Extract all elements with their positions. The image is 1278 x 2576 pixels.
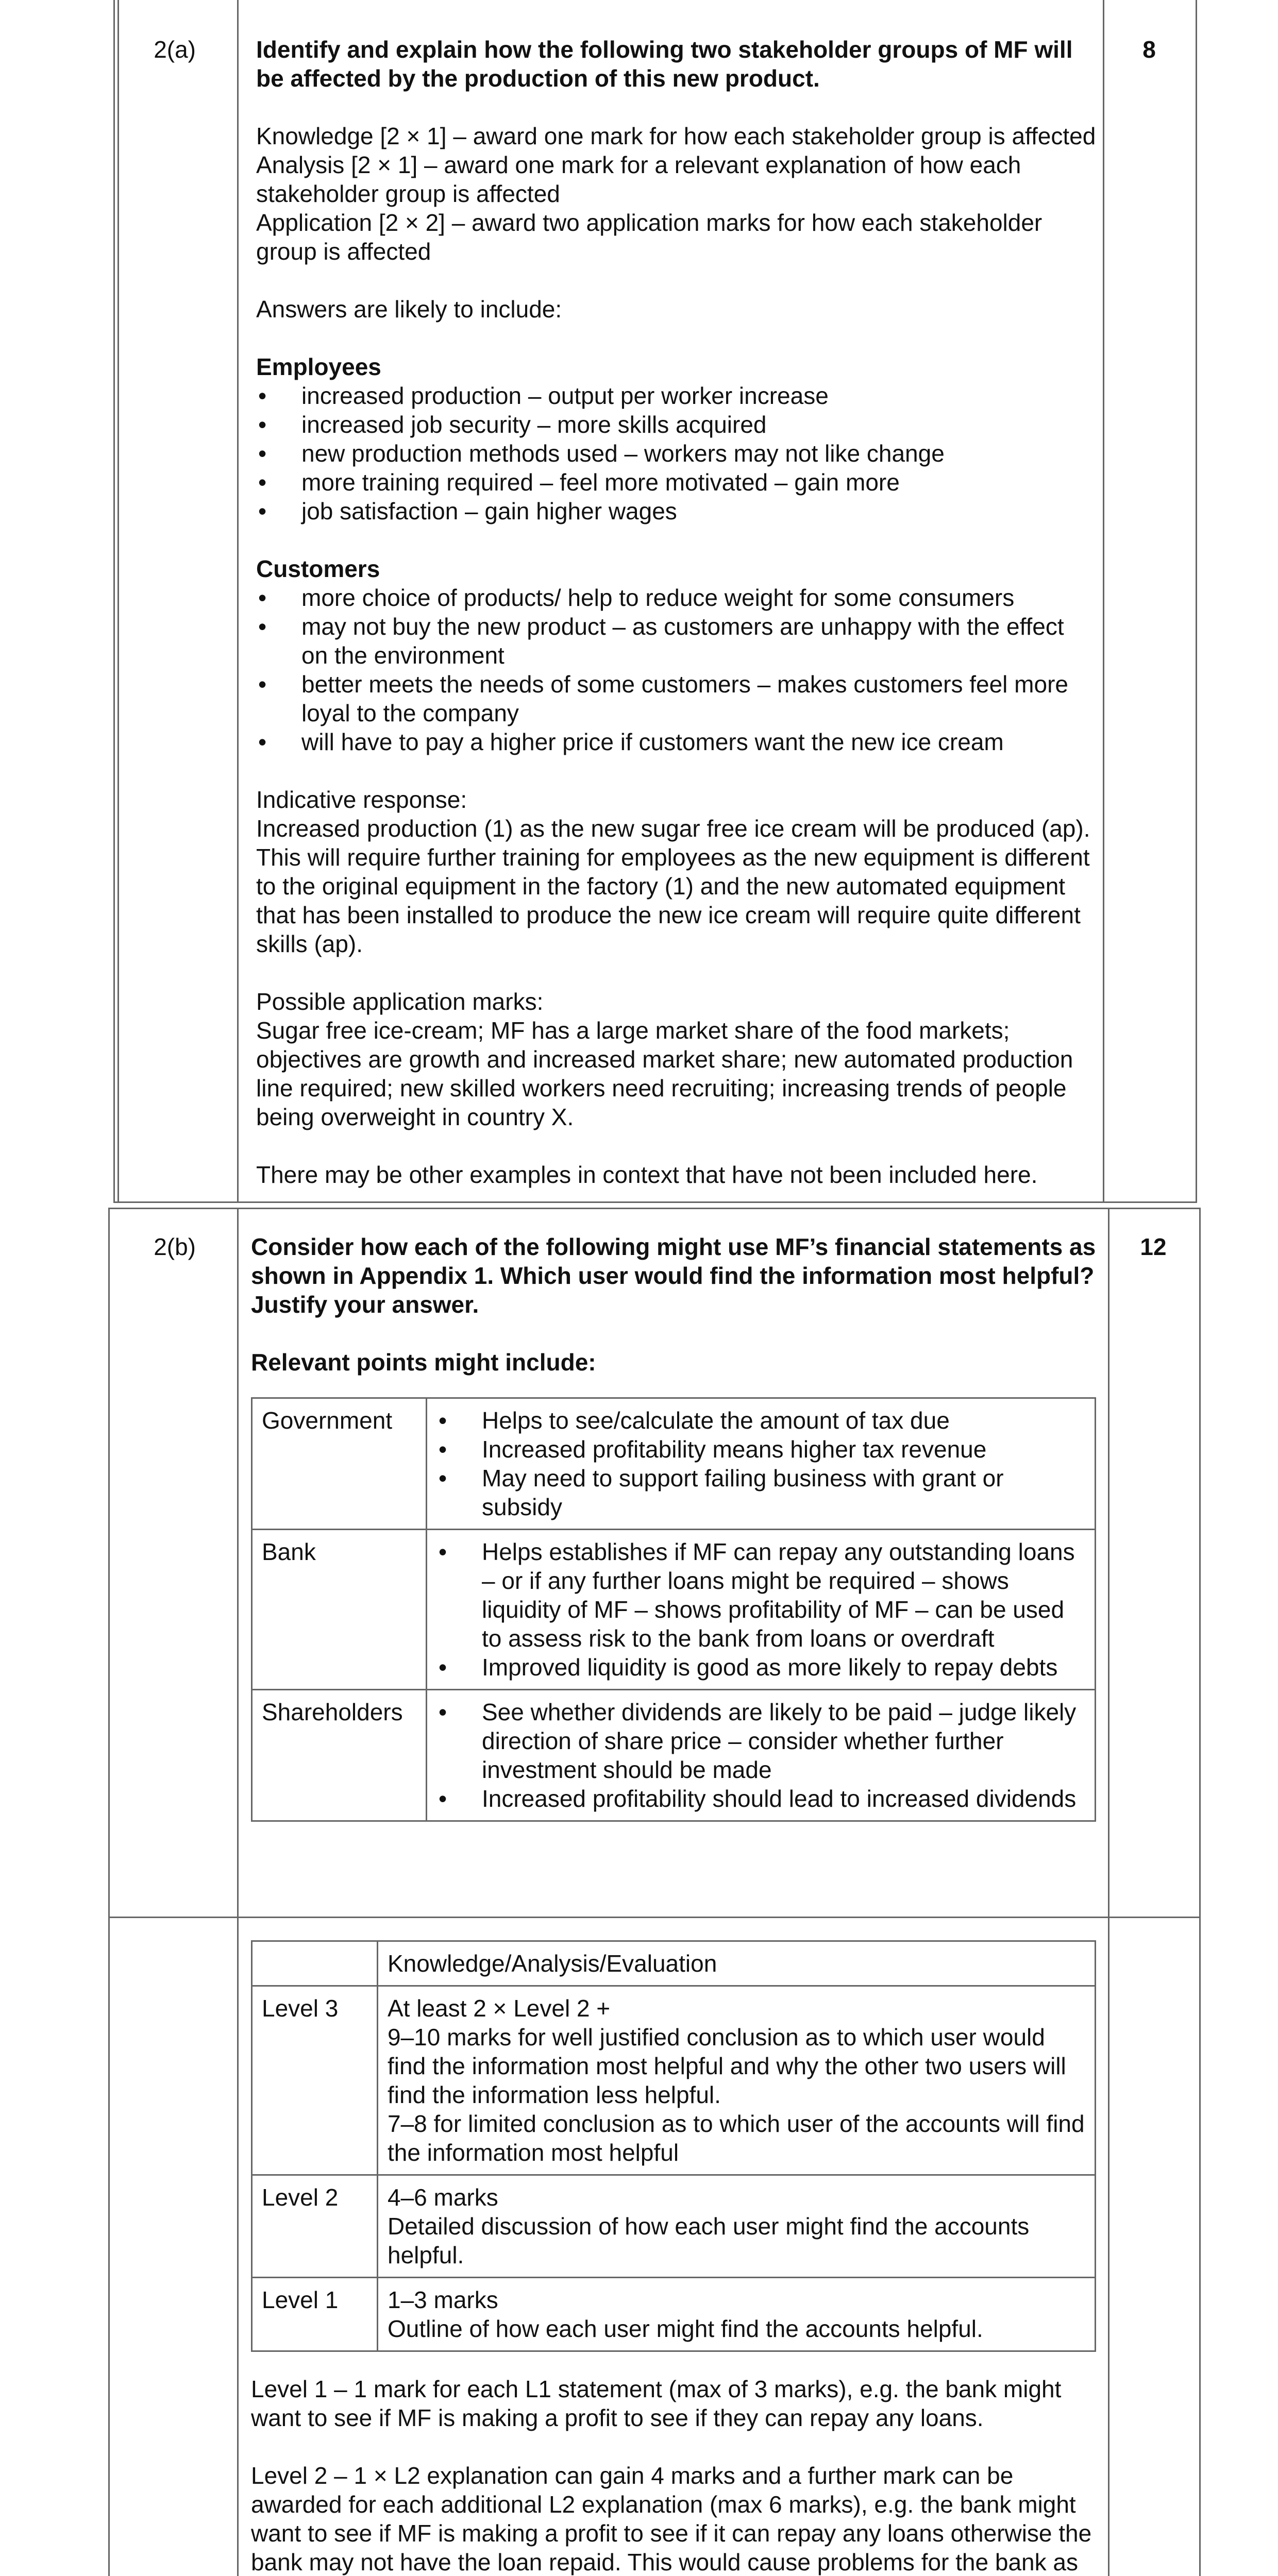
list-item: • Increased profitability should lead to increased dividends [436, 1784, 1085, 1813]
level-description [378, 2278, 1096, 2351]
criteria-application: Application [2 × 2] – award two application marks for how each stakeholder group is affected [256, 209, 1042, 265]
customers-list [256, 583, 1096, 756]
section-divider [113, 1201, 1197, 1203]
list-item: • new production methods used – workers may not like change [256, 439, 1096, 468]
levels-header-blank [252, 1941, 378, 1986]
table-row [252, 1530, 1096, 1690]
levels-header: Knowledge/Analysis/Evaluation [378, 1941, 1096, 1986]
table-border [1196, 0, 1197, 1203]
list-item: • See whether dividends are likely to be paid – judge likely direction of share price – consider whether further investment should be made [436, 1698, 1085, 1784]
answer-guidance-2a [256, 35, 1096, 1189]
user-points [427, 1398, 1096, 1530]
list-item: • Improved liquidity is good as more likely to repay debts [436, 1653, 1085, 1682]
question-number: 2(b) [154, 1233, 196, 1260]
criteria-knowledge: Knowledge [2 × 1] – award one mark for how each stakeholder group is affected [256, 123, 1096, 149]
answer-guidance-2b [251, 1232, 1096, 1822]
section-divider [108, 1208, 1201, 1209]
list-item: • May need to support failing business with grant or subsidy [436, 1464, 1085, 1521]
table-border [113, 0, 115, 1203]
table-row [252, 2175, 1096, 2278]
level-line: Outline of how each user might find the accounts helpful. [388, 2315, 983, 2342]
list-item: • increased production – output per worker increase [256, 381, 1096, 410]
level-label: Level 3 [252, 1986, 378, 2175]
level-label: Level 1 [252, 2278, 378, 2351]
list-item: • will have to pay a higher price if customers want the new ice cream [256, 727, 1096, 756]
question-text: Identify and explain how the following two stakeholder groups of MF will be affected by the production of this new product. [256, 36, 1073, 92]
list-item: • more choice of products/ help to reduce weight for some consumers [256, 583, 1096, 612]
levels-guidance [251, 1940, 1096, 2576]
level-description [378, 1986, 1096, 2175]
level1-note: Level 1 – 1 mark for each L1 statement (max of 3 marks), e.g. the bank might want to see if MF is making a profit to see if they can repay any loans. [251, 2376, 1062, 2431]
user-name: Bank [252, 1530, 427, 1690]
table-row [252, 1941, 1096, 1986]
table-border [108, 1208, 110, 2576]
level-line: 1–3 marks [388, 2286, 498, 2313]
level2-note: Level 2 – 1 × L2 explanation can gain 4 marks and a further mark can be awarded for each additional L2 explanation (max 6 marks), e.g. the bank might want to see if MF is making a profit to see if it can repay any loans otherwise the bank may not have the loan repaid. This would cause problems for the bank as [251, 2462, 1092, 2575]
level-description [378, 2175, 1096, 2278]
answers-intro: Answers are likely to include: [256, 296, 562, 323]
table-border [117, 0, 119, 1203]
application-text: Sugar free ice-cream; MF has a large market share of the food markets; objectives are growth and increased market share; new automated production line required; new skilled workers need recruiting; increasing trends of people being overweight in country X. [256, 1017, 1073, 1130]
users-table [251, 1397, 1096, 1822]
table-row [252, 1986, 1096, 2175]
table-row [252, 1398, 1096, 1530]
level-line: Detailed discussion of how each user might find the accounts helpful. [388, 2213, 1030, 2268]
question-marks: 8 [1142, 36, 1156, 63]
customers-heading: Customers [256, 555, 380, 582]
table-border [1108, 1208, 1109, 2576]
level-label: Level 2 [252, 2175, 378, 2278]
question-marks: 12 [1140, 1233, 1167, 1260]
relevant-points-heading: Relevant points might include: [251, 1349, 596, 1376]
list-item: • Helps to see/calculate the amount of tax due [436, 1406, 1085, 1435]
list-item: • Increased profitability means higher tax revenue [436, 1435, 1085, 1464]
user-points [427, 1690, 1096, 1821]
level-line: 9–10 marks for well justified conclusion as to which user would find the information most helpful and why the other two users will find the information less helpful. [388, 2024, 1066, 2108]
user-points [427, 1530, 1096, 1690]
level-line: 4–6 marks [388, 2184, 498, 2211]
question-text: Consider how each of the following might use MF’s financial statements as shown in Appendix 1. Which user would find the information most helpful? Justify your answer. [251, 1233, 1096, 1318]
employees-heading: Employees [256, 353, 381, 380]
user-name: Shareholders [252, 1690, 427, 1821]
user-name: Government [252, 1398, 427, 1530]
level-line: At least 2 × Level 2 + [388, 1995, 611, 2022]
question-number: 2(a) [154, 36, 196, 63]
list-item: • may not buy the new product – as customers are unhappy with the effect on the environment [256, 612, 1096, 670]
indicative-text: Increased production (1) as the new sugar free ice cream will be produced (ap). This will require further training for employees as the new equipment is different to the original equipment in the factory (1) and the new automated equipment that has been installed to produce the new ice cream will require quite different skills (ap). [256, 815, 1090, 957]
table-border [1103, 0, 1104, 1203]
table-border [237, 0, 239, 1203]
table-border [1199, 1208, 1201, 2576]
other-examples-note: There may be other examples in context that have not been included here. [256, 1161, 1038, 1188]
list-item: • Helps establishes if MF can repay any outstanding loans – or if any further loans might be required – shows liquidity of MF – shows profitability of MF – can be used to assess risk to the bank from loans or overdraft [436, 1537, 1085, 1653]
list-item: • job satisfaction – gain higher wages [256, 497, 1096, 526]
table-border [237, 1208, 239, 2576]
table-row [252, 2278, 1096, 2351]
levels-table [251, 1940, 1096, 2352]
table-row [252, 1690, 1096, 1821]
list-item: • increased job security – more skills acquired [256, 410, 1096, 439]
level-line: 7–8 for limited conclusion as to which user of the accounts will find the information most helpful [388, 2110, 1085, 2166]
list-item: • more training required – feel more motivated – gain more [256, 468, 1096, 497]
employees-list [256, 381, 1096, 526]
criteria-analysis: Analysis [2 × 1] – award one mark for a relevant explanation of how each stakeholder group is affected [256, 151, 1021, 207]
application-heading: Possible application marks: [256, 988, 544, 1015]
row-divider [108, 1917, 1201, 1918]
list-item: • better meets the needs of some customers – makes customers feel more loyal to the company [256, 670, 1096, 727]
indicative-heading: Indicative response: [256, 786, 467, 813]
